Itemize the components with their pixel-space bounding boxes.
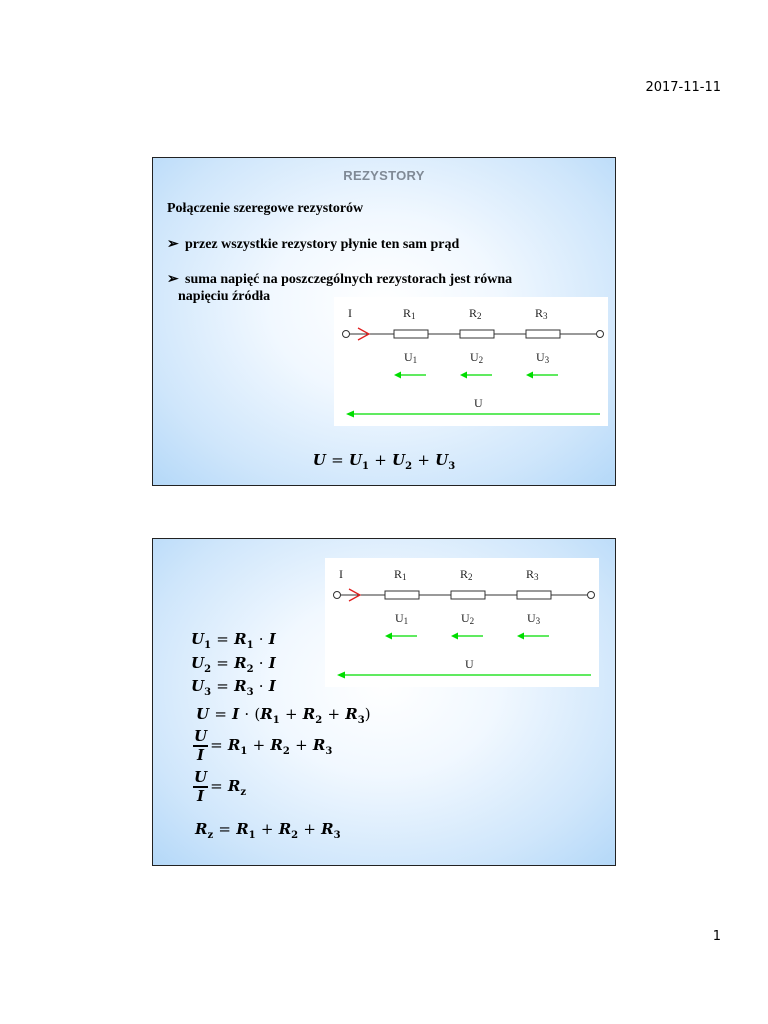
resistor-label-3: R3 bbox=[535, 306, 548, 321]
equation-total-voltage: $U = I \cdot (R_1 + R_2 + R_3)$ bbox=[196, 705, 371, 726]
voltage-label-1: U1 bbox=[395, 611, 409, 626]
terminal-left bbox=[334, 592, 341, 599]
voltage-label-3: U3 bbox=[536, 350, 550, 365]
resistor-label-1: R1 bbox=[403, 306, 416, 321]
bullet-voltage-sum: ➢ suma napięć na poszczególnych rezystorach jest równa napięciu źródła bbox=[167, 272, 513, 304]
voltage-arrow-icon bbox=[517, 633, 524, 640]
equation-ratio-rz: $\frac{U}{I}$ = $R_z$ bbox=[194, 768, 247, 805]
voltage-sum-formula: $U = U_1 + U_2 + U_3$ bbox=[312, 451, 456, 472]
arrow-bullet-icon: ➢ bbox=[167, 272, 179, 287]
voltage-label-2: U2 bbox=[470, 350, 484, 365]
slide-heading: Połączenie szeregowe rezystorów bbox=[167, 201, 364, 216]
page-date: 2017-11-11 bbox=[645, 80, 721, 95]
resistor-3 bbox=[526, 330, 560, 338]
resistor-label-2: R2 bbox=[460, 567, 473, 582]
slide-title: REZYSTORY bbox=[343, 168, 425, 183]
bullet-same-current: ➢ przez wszystkie rezystory płynie ten sam prąd bbox=[167, 237, 460, 252]
resistor-1 bbox=[385, 591, 419, 599]
resistor-label-3: R3 bbox=[526, 567, 539, 582]
equation-ratio-sum: $\frac{U}{I}$ = $R_1 + R_2 + R_3$ bbox=[194, 727, 333, 764]
resistor-label-2: R2 bbox=[469, 306, 482, 321]
slide-2 bbox=[152, 538, 616, 866]
total-voltage-label: U bbox=[474, 396, 483, 410]
terminal-right bbox=[588, 592, 595, 599]
equation-u3: $U_3 = R_3 \cdot I$ bbox=[191, 677, 276, 698]
total-voltage-arrow-icon bbox=[337, 672, 345, 679]
circuit-svg bbox=[334, 297, 608, 426]
slide-1 bbox=[152, 157, 616, 486]
resistor-3 bbox=[517, 591, 551, 599]
circuit-svg bbox=[325, 558, 599, 687]
page-number: 1 bbox=[712, 929, 721, 944]
total-voltage-arrow-icon bbox=[346, 411, 354, 418]
voltage-arrow-icon bbox=[385, 633, 392, 640]
equation-total-resistance: $R_z = R_1 + R_2 + R_3$ bbox=[195, 820, 341, 841]
series-circuit-diagram bbox=[334, 297, 608, 426]
equation-u1: $U_1 = R_1 \cdot I$ bbox=[191, 630, 276, 651]
equation-u2: $U_2 = R_2 \cdot I$ bbox=[191, 654, 276, 675]
voltage-arrow-icon bbox=[526, 372, 533, 379]
voltage-label-3: U3 bbox=[527, 611, 541, 626]
current-label: I bbox=[339, 567, 343, 581]
voltage-label-1: U1 bbox=[404, 350, 418, 365]
arrow-bullet-icon: ➢ bbox=[167, 237, 179, 252]
voltage-label-2: U2 bbox=[461, 611, 475, 626]
fraction: $\frac{U}{I}$ bbox=[194, 768, 208, 805]
terminal-left bbox=[343, 331, 350, 338]
series-circuit-diagram bbox=[325, 558, 599, 687]
voltage-arrow-icon bbox=[451, 633, 458, 640]
resistor-2 bbox=[451, 591, 485, 599]
resistor-label-1: R1 bbox=[394, 567, 407, 582]
fraction: $\frac{U}{I}$ bbox=[194, 727, 208, 764]
terminal-right bbox=[597, 331, 604, 338]
voltage-arrow-icon bbox=[394, 372, 401, 379]
resistor-1 bbox=[394, 330, 428, 338]
voltage-arrow-icon bbox=[460, 372, 467, 379]
resistor-2 bbox=[460, 330, 494, 338]
total-voltage-label: U bbox=[465, 657, 474, 671]
current-label: I bbox=[348, 306, 352, 320]
